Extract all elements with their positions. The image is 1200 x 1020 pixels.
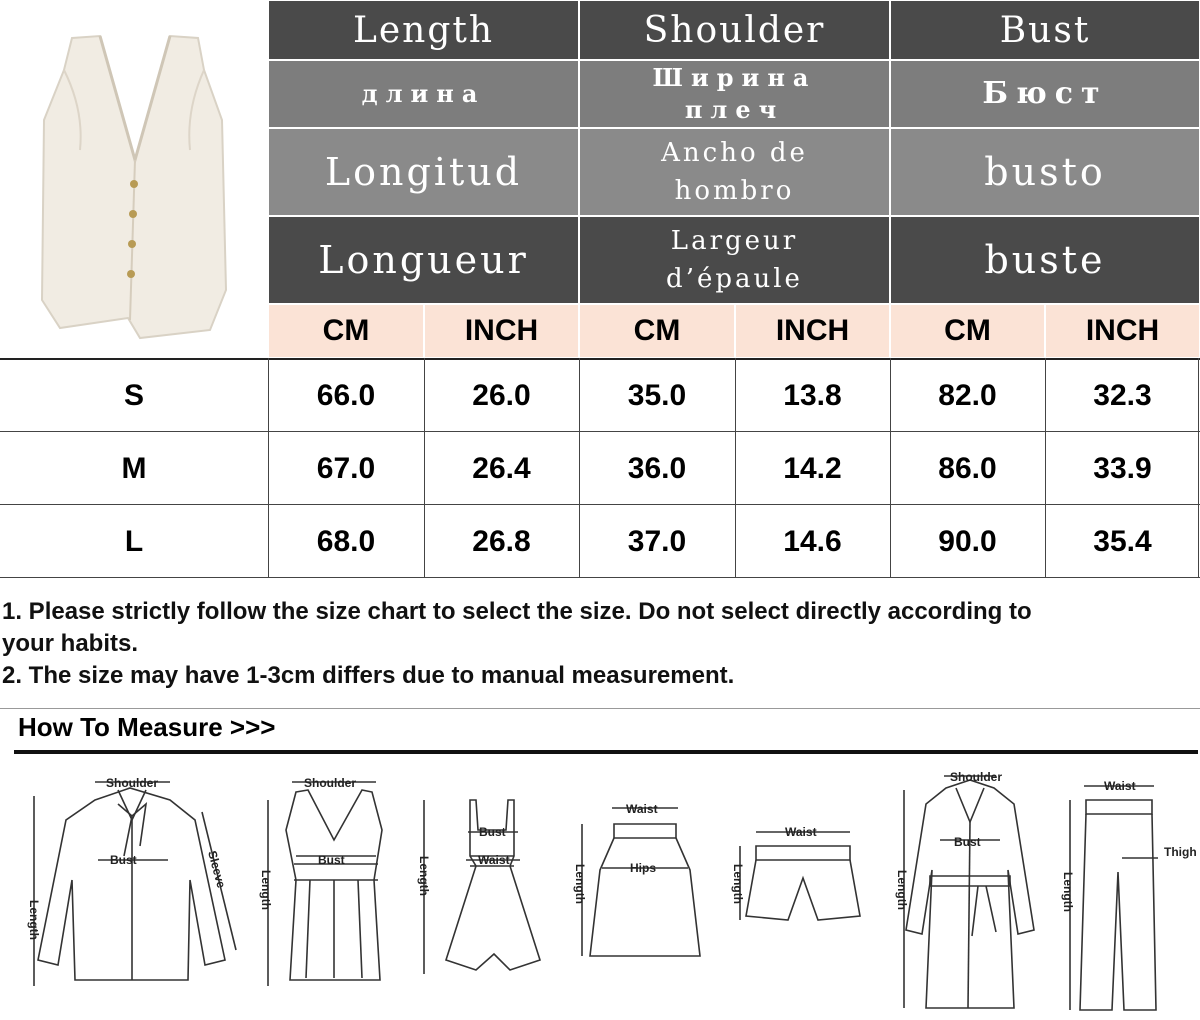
- cell-l-shoulder-cm: 37.0: [627, 524, 687, 558]
- label-length: Length: [259, 870, 273, 910]
- shorts-diagram: [731, 825, 860, 920]
- how-to-measure-title: How To Measure >>>: [18, 712, 276, 742]
- cell-s-length-cm: 66.0: [316, 379, 376, 412]
- label-bust: Bust: [954, 835, 981, 849]
- label-bust: Bust: [110, 853, 137, 867]
- tank-diagram: [259, 776, 382, 986]
- coat-diagram: [895, 770, 1034, 1008]
- cell-m-shoulder-inch: 14.2: [783, 451, 842, 485]
- label-shoulder: Shoulder: [106, 776, 159, 790]
- cell-l-bust-inch: 35.4: [1093, 524, 1152, 558]
- cell-m-bust-inch: 33.9: [1093, 451, 1152, 485]
- cell-s-bust-inch: 32.3: [1093, 379, 1152, 412]
- label-length: Length: [895, 870, 909, 910]
- cell-l-length-cm: 68.0: [316, 524, 376, 558]
- header-shoulder-en: Shoulder: [579, 0, 890, 60]
- cell-l-bust-cm: 90.0: [938, 524, 997, 558]
- label-waist: Waist: [785, 825, 817, 839]
- cell-m-length-inch: 26.4: [472, 451, 531, 485]
- label-length: Length: [1061, 872, 1075, 912]
- cell-l-length-inch: 26.8: [472, 524, 531, 558]
- header-bust-fr: buste: [890, 216, 1200, 304]
- cell-s-shoulder-inch: 13.8: [783, 379, 842, 412]
- note-1: 1. Please strictly follow the size chart to select the size. Do not select directly according to your habits.: [2, 598, 1032, 657]
- unit-inch-shoulder: INCH: [735, 304, 890, 358]
- dress-diagram: [417, 800, 540, 974]
- label-thigh: Thigh: [1164, 845, 1197, 859]
- label-length: Length: [573, 864, 587, 904]
- cell-s-length-inch: 26.0: [472, 379, 531, 412]
- label-shoulder: Shoulder: [950, 770, 1003, 784]
- header-length-fr: Longueur: [268, 216, 579, 304]
- cell-m-length-cm: 67.0: [316, 451, 376, 485]
- skirt-diagram: [573, 802, 700, 956]
- section-divider: [0, 708, 1200, 709]
- label-bust: Bust: [318, 853, 345, 867]
- label-sleeve: Sleeve: [205, 849, 229, 890]
- header-length-ru: длина: [268, 60, 579, 128]
- header-shoulder-ru: Ширина плеч: [579, 60, 890, 128]
- unit-cm-length: CM: [268, 304, 424, 358]
- cell-m-bust-cm: 86.0: [938, 451, 997, 485]
- shirt-diagram: [27, 776, 236, 986]
- unit-inch-length: INCH: [424, 304, 579, 358]
- header-bust-ru: Бюст: [890, 60, 1200, 128]
- unit-cm-shoulder: CM: [579, 304, 735, 358]
- header-bust-es: busto: [890, 128, 1200, 216]
- label-waist: Waist: [626, 802, 658, 816]
- cell-s-bust-cm: 82.0: [938, 379, 997, 412]
- label-bust: Bust: [479, 825, 506, 839]
- label-waist: Waist: [478, 853, 510, 867]
- unit-inch-bust: INCH: [1045, 304, 1200, 358]
- size-label-m: M: [121, 451, 147, 485]
- label-hips: Hips: [630, 861, 657, 875]
- label-waist: Waist: [1104, 779, 1136, 793]
- label-length: Length: [417, 856, 431, 896]
- header-length-en: Length: [268, 0, 579, 60]
- cell-m-shoulder-cm: 36.0: [627, 451, 687, 485]
- unit-cm-bust: CM: [890, 304, 1045, 358]
- size-label-l: L: [124, 524, 144, 558]
- cell-s-shoulder-cm: 35.0: [627, 379, 687, 412]
- product-image-vest: [0, 0, 268, 356]
- label-length: Length: [731, 864, 745, 904]
- size-label-s: S: [123, 379, 144, 412]
- label-length: Length: [27, 900, 41, 940]
- size-notes: [2, 596, 1082, 692]
- note-2: 2. The size may have 1-3cm differs due to manual measurement.: [2, 662, 735, 689]
- header-length-es: Longitud: [268, 128, 579, 216]
- cell-l-shoulder-inch: 14.6: [783, 524, 842, 558]
- label-shoulder: Shoulder: [304, 776, 357, 790]
- header-bust-en: Bust: [890, 0, 1200, 60]
- how-to-measure-rule: [14, 750, 1198, 754]
- header-shoulder-fr: Largeur d’épaule: [579, 216, 890, 304]
- header-shoulder-es: Ancho de hombro: [579, 128, 890, 216]
- pants-diagram: [1061, 779, 1197, 1010]
- measure-diagrams: [0, 760, 1200, 1018]
